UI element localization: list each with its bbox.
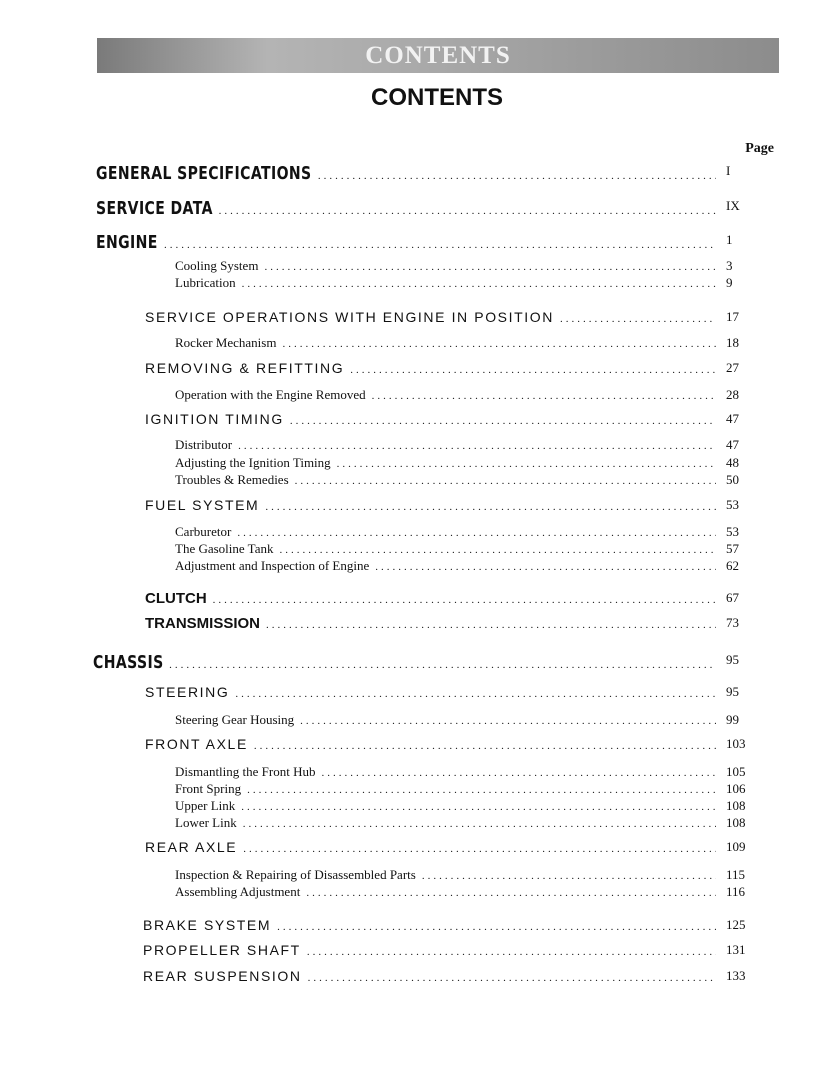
dot-leader [254, 740, 716, 752]
toc-entry [175, 798, 766, 814]
toc-entry-page: 57 [726, 541, 739, 556]
dot-leader [238, 440, 716, 452]
toc-entry-label: REMOVING & REFITTING [145, 360, 345, 376]
toc-entry-label: STEERING [145, 684, 230, 700]
toc-entry-label: IGNITION TIMING [145, 411, 284, 427]
dot-leader [321, 767, 716, 779]
toc-entry [175, 472, 766, 488]
toc-entry-page: 50 [726, 472, 739, 487]
toc-entry [175, 258, 766, 274]
dot-leader [243, 843, 716, 855]
toc-entry-page: 108 [726, 815, 746, 830]
toc-entry [175, 335, 766, 351]
toc-entry [175, 437, 766, 453]
dot-leader [213, 594, 716, 606]
toc-entry [175, 884, 766, 900]
dot-leader [164, 239, 716, 251]
toc-entry [145, 736, 766, 752]
toc-entry-page: 73 [726, 615, 739, 630]
toc-entry-label: Troubles & Remedies [175, 472, 289, 487]
dot-leader [318, 170, 716, 182]
dot-leader [560, 313, 716, 325]
toc-entry-page: 115 [726, 867, 746, 882]
dot-leader [266, 619, 716, 631]
page-title: CONTENTS [371, 84, 503, 111]
toc-entry-page: 116 [726, 884, 746, 899]
toc-entry-label: FRONT AXLE [145, 736, 248, 752]
toc-entry-label: Rocker Mechanism [175, 335, 277, 350]
header-banner [97, 38, 779, 73]
toc-entry-page: 95 [726, 684, 739, 699]
toc-entry-label: Distributor [175, 437, 233, 452]
toc-entry-label: REAR SUSPENSION [143, 968, 302, 984]
toc-entry-page: IX [726, 198, 740, 213]
toc-entry [143, 917, 766, 933]
dot-leader [422, 870, 716, 882]
toc-entry-page: 9 [726, 275, 733, 290]
toc-entry-page: 103 [726, 736, 746, 751]
toc-entry-label: Carburetor [175, 524, 232, 539]
toc-entry [96, 163, 766, 184]
toc-entry-page: 17 [726, 309, 739, 324]
dot-leader [282, 338, 716, 350]
toc-entry-label: SERVICE OPERATIONS WITH ENGINE IN POSITION [145, 309, 554, 325]
toc-entry [96, 232, 766, 253]
toc-entry-label: Dismantling the Front Hub [175, 764, 316, 779]
toc-entry-page: 48 [726, 455, 739, 470]
toc-entry-page: 47 [726, 411, 739, 426]
toc-entry [145, 590, 766, 607]
toc-entry-page: 95 [726, 652, 739, 667]
dot-leader [264, 261, 716, 273]
toc-entry-page: 18 [726, 335, 739, 350]
toc-entry-page: 3 [726, 258, 733, 273]
toc-entry-label: FUEL SYSTEM [145, 497, 260, 513]
toc-entry-page: 133 [726, 968, 746, 983]
toc-entry [145, 615, 766, 632]
dot-leader [306, 887, 716, 899]
toc-entry-page: 47 [726, 437, 739, 452]
toc-entry [175, 387, 766, 403]
toc-entry-page: 67 [726, 590, 739, 605]
toc-entry-page: 1 [726, 232, 733, 247]
banner-title: CONTENTS [365, 42, 511, 69]
dot-leader [308, 972, 716, 984]
dot-leader [295, 475, 716, 487]
dot-leader [337, 458, 716, 470]
toc-entry-label: PROPELLER SHAFT [143, 942, 301, 958]
dot-leader [375, 561, 716, 573]
toc-entry-label: Assembling Adjustment [175, 884, 301, 899]
dot-leader [242, 278, 716, 290]
dot-leader [235, 688, 716, 700]
toc-entry-page: 53 [726, 524, 739, 539]
toc-entry-label: Steering Gear Housing [175, 712, 295, 727]
toc-entry [145, 309, 766, 325]
dot-leader [219, 205, 716, 217]
toc-entry [145, 684, 766, 700]
toc-entry [175, 524, 766, 540]
toc-entry [143, 968, 766, 984]
toc-entry-label: Adjustment and Inspection of Engine [175, 558, 370, 573]
toc-entry-page: 131 [726, 942, 746, 957]
toc-entry [175, 541, 766, 557]
toc-entry-page: 28 [726, 387, 739, 402]
toc-entry-label: Upper Link [175, 798, 236, 813]
toc-entry [175, 558, 766, 574]
toc-entry [145, 839, 766, 855]
toc-entry [175, 764, 766, 780]
toc-entry-label: ENGINE [96, 232, 158, 253]
toc-entry [145, 497, 766, 513]
dot-leader [265, 501, 716, 513]
toc-entry [175, 867, 766, 883]
toc-entry [175, 275, 766, 291]
dot-leader [243, 818, 716, 830]
toc-entry-label: TRANSMISSION [145, 615, 261, 632]
toc-entry-page: 53 [726, 497, 739, 512]
toc-entry-label: Front Spring [175, 781, 242, 796]
toc-entry-label: CHASSIS [93, 652, 164, 673]
toc-entry-label: Inspection & Repairing of Disassembled Parts [175, 867, 416, 882]
toc-entry [143, 942, 766, 958]
dot-leader [372, 390, 716, 402]
toc-entry [175, 815, 766, 831]
toc-entry-label: CLUTCH [145, 590, 207, 607]
toc-entry [96, 198, 766, 219]
dot-leader [247, 784, 716, 796]
dot-leader [241, 801, 716, 813]
toc-entry-label: GENERAL SPECIFICATIONS [96, 163, 312, 184]
toc-entry [145, 360, 766, 376]
toc-entry-label: BRAKE SYSTEM [143, 917, 272, 933]
dot-leader [277, 921, 716, 933]
toc-entry-page: 108 [726, 798, 746, 813]
toc-entry [145, 411, 766, 427]
dot-leader [280, 544, 717, 556]
dot-leader [237, 527, 716, 539]
toc-entry [175, 455, 766, 471]
toc-entry-label: The Gasoline Tank [175, 541, 274, 556]
dot-leader [290, 415, 716, 427]
toc-entry-page: 106 [726, 781, 746, 796]
toc-entry-label: REAR AXLE [145, 839, 238, 855]
toc-entry-page: 62 [726, 558, 739, 573]
toc-entry-label: Lubrication [175, 275, 236, 290]
toc-entry-page: 105 [726, 764, 746, 779]
toc-entry-label: Cooling System [175, 258, 259, 273]
dot-leader [300, 715, 716, 727]
toc-entry [175, 781, 766, 797]
toc-entry [93, 652, 766, 673]
dot-leader [350, 364, 716, 376]
toc-entry [175, 712, 766, 728]
toc-entry-page: 99 [726, 712, 739, 727]
toc-entry-label: Lower Link [175, 815, 237, 830]
dot-leader [307, 946, 716, 958]
page-column-header: Page [745, 141, 774, 156]
toc-entry-label: Operation with the Engine Removed [175, 387, 366, 402]
dot-leader [169, 659, 716, 671]
toc-entry-page: I [726, 163, 731, 178]
toc-entry-page: 109 [726, 839, 746, 854]
toc-entry-page: 27 [726, 360, 739, 375]
toc-entry-page: 125 [726, 917, 746, 932]
toc-entry-label: Adjusting the Ignition Timing [175, 455, 331, 470]
toc-entry-label: SERVICE DATA [96, 198, 213, 219]
